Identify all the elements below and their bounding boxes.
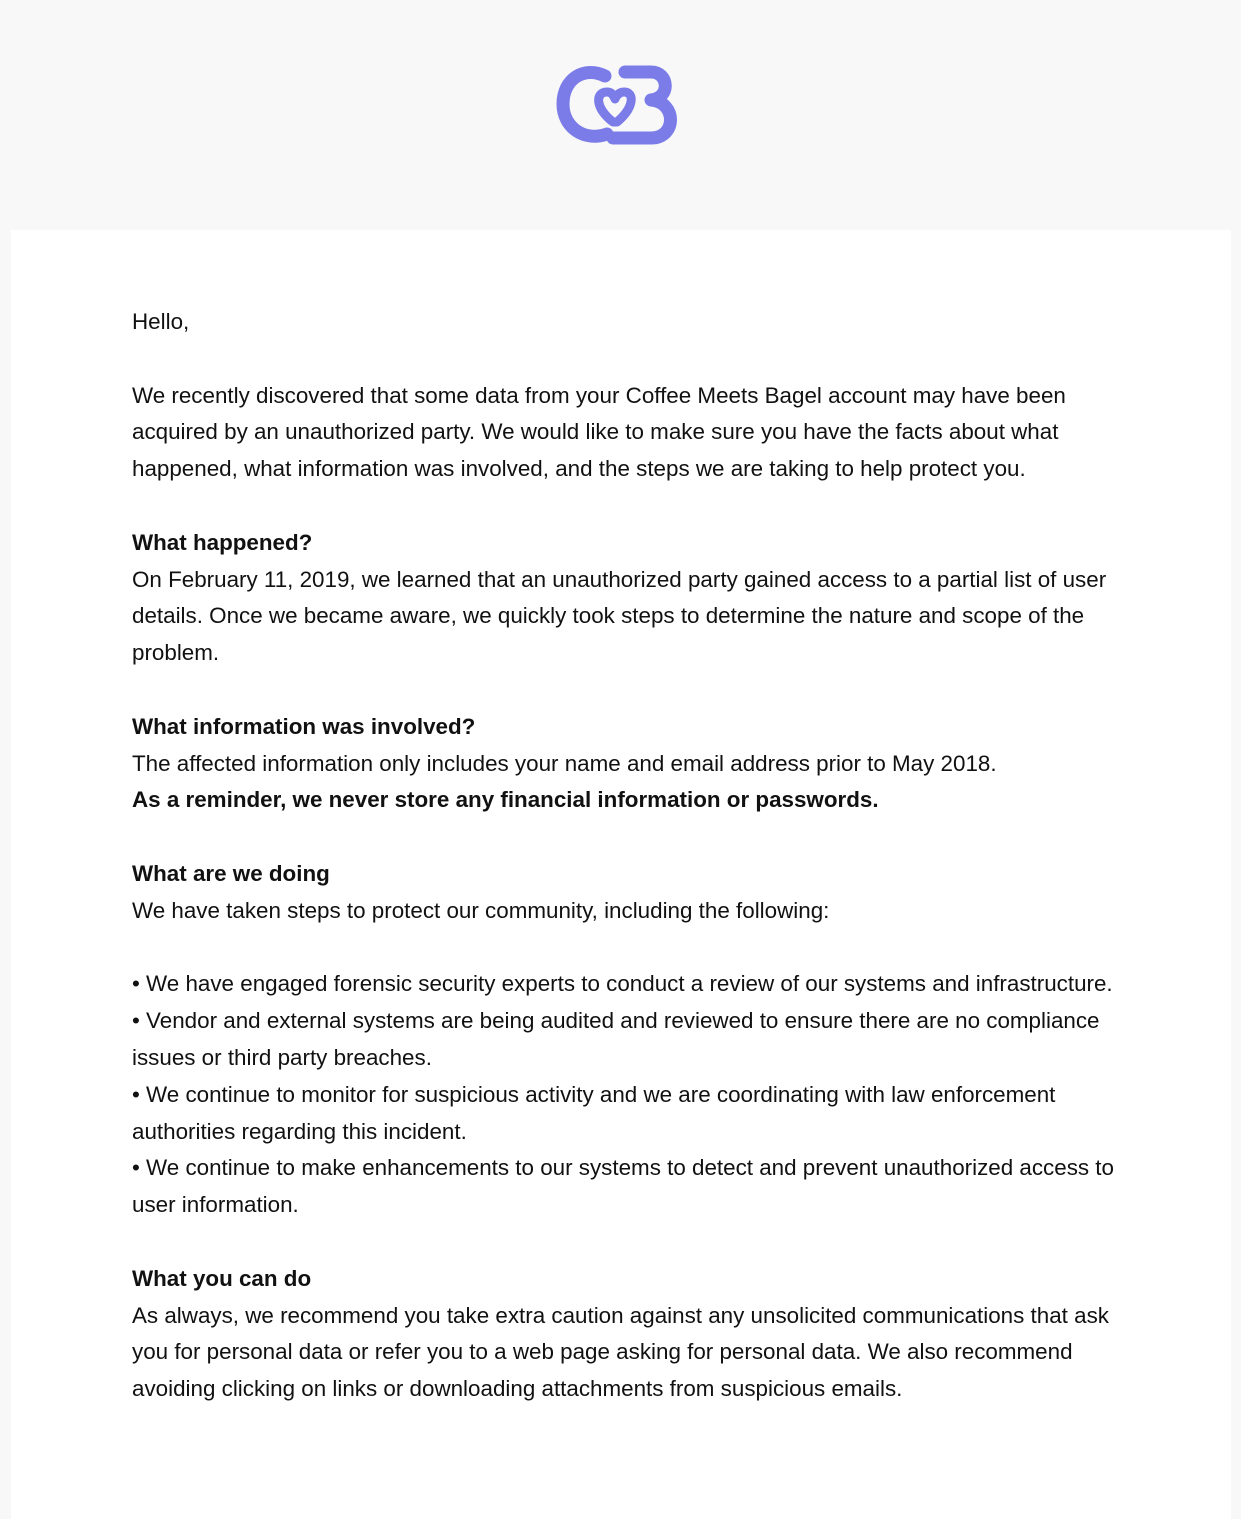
what-you-can-do-body: As always, we recommend you take extra caution against any unsolicited communications that ask you for personal data or refer you to a web page asking for personal data. We also recommend avoiding clicking on links or downloading attachments from suspicious emails. [132, 1302, 1109, 1402]
list-item: • We continue to make enhancements to our systems to detect and prevent unauthorized access to user information. [132, 1155, 1114, 1218]
list-item: • Vendor and external systems are being audited and reviewed to ensure there are no compliance issues or third party breaches. [132, 1008, 1100, 1070]
what-we-do-section [132, 856, 1117, 930]
what-you-can-do-heading: What you can do [132, 1265, 312, 1291]
info-involved-heading: What information was involved? [132, 713, 476, 739]
email-content [132, 304, 1117, 1445]
email-body-card [11, 230, 1231, 1519]
info-involved-body: The affected information only includes your name and email address prior to May 2018. [132, 750, 997, 776]
greeting: Hello, [132, 309, 190, 334]
what-happened-heading: What happened? [132, 529, 313, 555]
list-item: • We have engaged forensic security experts to conduct a review of our systems and infrastructure. [132, 971, 1113, 997]
what-we-do-bullet-list [132, 966, 1117, 1224]
coffee-meets-bagel-logo-icon [555, 62, 685, 148]
what-happened-section [132, 525, 1117, 672]
info-involved-section [132, 709, 1117, 819]
what-we-do-body: We have taken steps to protect our community, including the following: [132, 897, 830, 923]
what-happened-body: On February 11, 2019, we learned that an unauthorized party gained access to a partial list of user details. Once we became aware, we quickly took steps to determine the nature and scope of the problem. [132, 566, 1107, 666]
info-involved-emphasis: As a reminder, we never store any financial information or passwords. [132, 787, 879, 813]
what-we-do-heading: What are we doing [132, 860, 330, 886]
email-header [0, 0, 1241, 230]
intro-paragraph: We recently discovered that some data from your Coffee Meets Bagel account may have been acquired by an unauthorized party. We would like to make sure you have the facts about what happened, what information was involved, and the steps we are taking to help protect you. [132, 382, 1066, 482]
what-you-can-do-section [132, 1261, 1117, 1408]
list-item: • We continue to monitor for suspicious activity and we are coordinating with law enforcement authorities regarding this incident. [132, 1081, 1056, 1144]
